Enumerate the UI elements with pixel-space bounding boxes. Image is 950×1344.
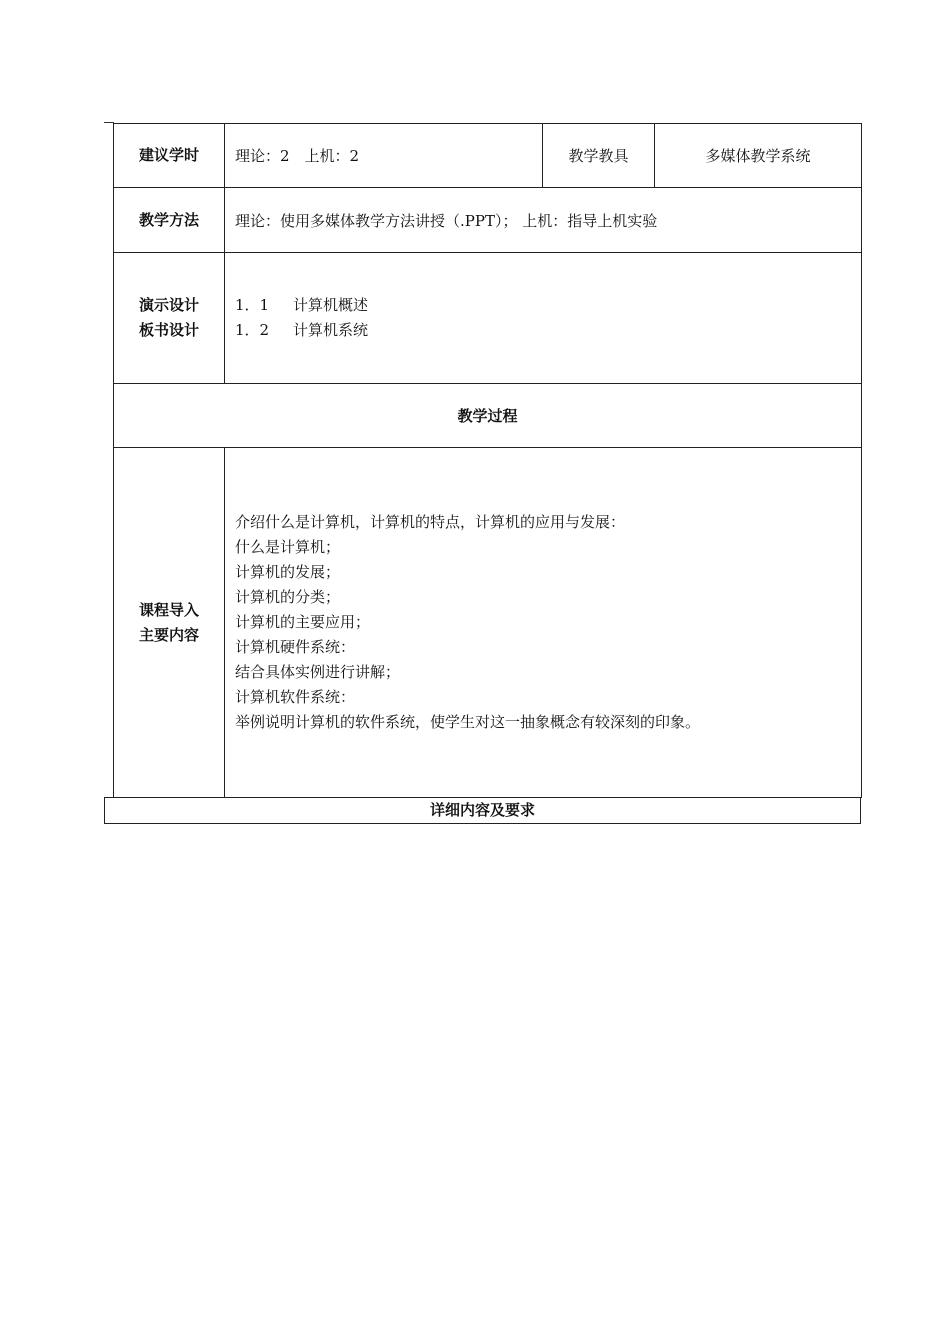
- design-item: 1．1 计算机概述: [235, 296, 369, 314]
- design-item: 1．2 计算机系统: [235, 321, 369, 339]
- design-label-line1: 演示设计: [138, 296, 199, 314]
- method-label: 教学方法: [114, 188, 225, 253]
- content-line: 计算机的主要应用；: [235, 613, 371, 631]
- row-content: [114, 448, 862, 798]
- tools-label: 教学教具: [543, 124, 655, 188]
- method-value: 理论：使用多媒体教学方法讲授（.PPT）； 上机：指导上机实验: [225, 188, 862, 253]
- lesson-plan-table: [113, 123, 862, 798]
- content-line: 介绍什么是计算机，计算机的特点，计算机的应用与发展：: [235, 513, 626, 531]
- content-lines: [225, 448, 862, 798]
- content-line: 计算机软件系统：: [235, 688, 356, 706]
- row-design: [114, 253, 862, 384]
- design-items: [225, 253, 862, 384]
- content-label-line1: 课程导入: [138, 600, 199, 619]
- content-label-line2: 主要内容: [138, 625, 199, 644]
- content-line: 计算机的发展；: [235, 563, 341, 581]
- design-label: [114, 253, 225, 384]
- detail-header: 详细内容及要求: [104, 797, 861, 824]
- hours-value: 理论：2 上机：2: [225, 124, 543, 188]
- row-process-header: [114, 384, 862, 448]
- hours-label: 建议学时: [114, 124, 225, 188]
- content-line: 什么是计算机；: [235, 538, 341, 556]
- tools-value: 多媒体教学系统: [655, 124, 862, 188]
- content-line: 举例说明计算机的软件系统，使学生对这一抽象概念有较深刻的印象。: [235, 713, 701, 731]
- content-line: 计算机硬件系统：: [235, 638, 356, 656]
- content-label: [114, 448, 225, 798]
- content-line: 计算机的分类；: [235, 588, 341, 606]
- process-header: 教学过程: [114, 384, 862, 448]
- content-line: 结合具体实例进行讲解；: [235, 663, 401, 681]
- row-hours: [114, 124, 862, 188]
- row-method: [114, 188, 862, 253]
- design-label-line2: 板书设计: [138, 321, 199, 339]
